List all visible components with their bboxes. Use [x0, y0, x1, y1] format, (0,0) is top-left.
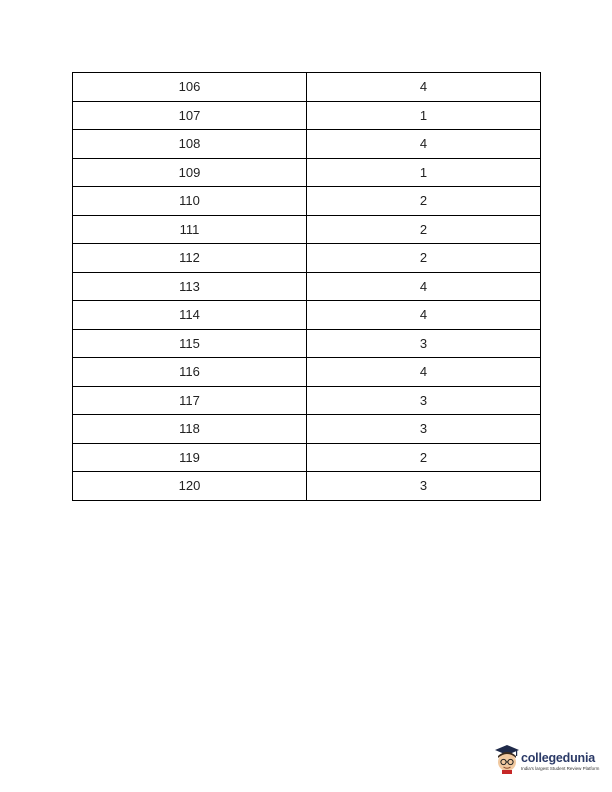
answer-key-rows	[73, 73, 541, 501]
question-number-cell: 114	[73, 301, 307, 330]
question-number-cell: 119	[73, 443, 307, 472]
table-row	[73, 73, 541, 102]
table-row	[73, 472, 541, 501]
answer-option-cell: 4	[307, 73, 541, 102]
question-number-cell: 116	[73, 358, 307, 387]
collegedunia-mascot-icon	[494, 744, 520, 774]
brand-tagline: India's largest Student Review Platform	[521, 766, 600, 771]
table-row	[73, 215, 541, 244]
answer-option-cell: 3	[307, 472, 541, 501]
table-row	[73, 187, 541, 216]
question-number-cell: 113	[73, 272, 307, 301]
answer-option-cell: 4	[307, 358, 541, 387]
table-row	[73, 158, 541, 187]
table-row	[73, 443, 541, 472]
question-number-cell: 117	[73, 386, 307, 415]
table-row	[73, 101, 541, 130]
answer-option-cell: 1	[307, 101, 541, 130]
answer-option-cell: 3	[307, 415, 541, 444]
question-number-cell: 107	[73, 101, 307, 130]
answer-option-cell: 4	[307, 301, 541, 330]
collegedunia-logo	[494, 744, 606, 776]
question-number-cell: 110	[73, 187, 307, 216]
answer-option-cell: 1	[307, 158, 541, 187]
question-number-cell: 106	[73, 73, 307, 102]
answer-option-cell: 2	[307, 215, 541, 244]
table-row	[73, 301, 541, 330]
answer-option-cell: 4	[307, 130, 541, 159]
question-number-cell: 109	[73, 158, 307, 187]
question-number-cell: 111	[73, 215, 307, 244]
table-row	[73, 415, 541, 444]
question-number-cell: 112	[73, 244, 307, 273]
answer-key-table	[72, 72, 541, 501]
question-number-cell: 115	[73, 329, 307, 358]
question-number-cell: 118	[73, 415, 307, 444]
answer-option-cell: 4	[307, 272, 541, 301]
answer-option-cell: 3	[307, 329, 541, 358]
answer-option-cell: 3	[307, 386, 541, 415]
table-row	[73, 272, 541, 301]
table-row	[73, 244, 541, 273]
table-row	[73, 329, 541, 358]
brand-name: collegedunia	[521, 751, 596, 765]
table-row	[73, 130, 541, 159]
question-number-cell: 120	[73, 472, 307, 501]
table-row	[73, 386, 541, 415]
answer-option-cell: 2	[307, 244, 541, 273]
answer-option-cell: 2	[307, 187, 541, 216]
answer-option-cell: 2	[307, 443, 541, 472]
question-number-cell: 108	[73, 130, 307, 159]
table-row	[73, 358, 541, 387]
